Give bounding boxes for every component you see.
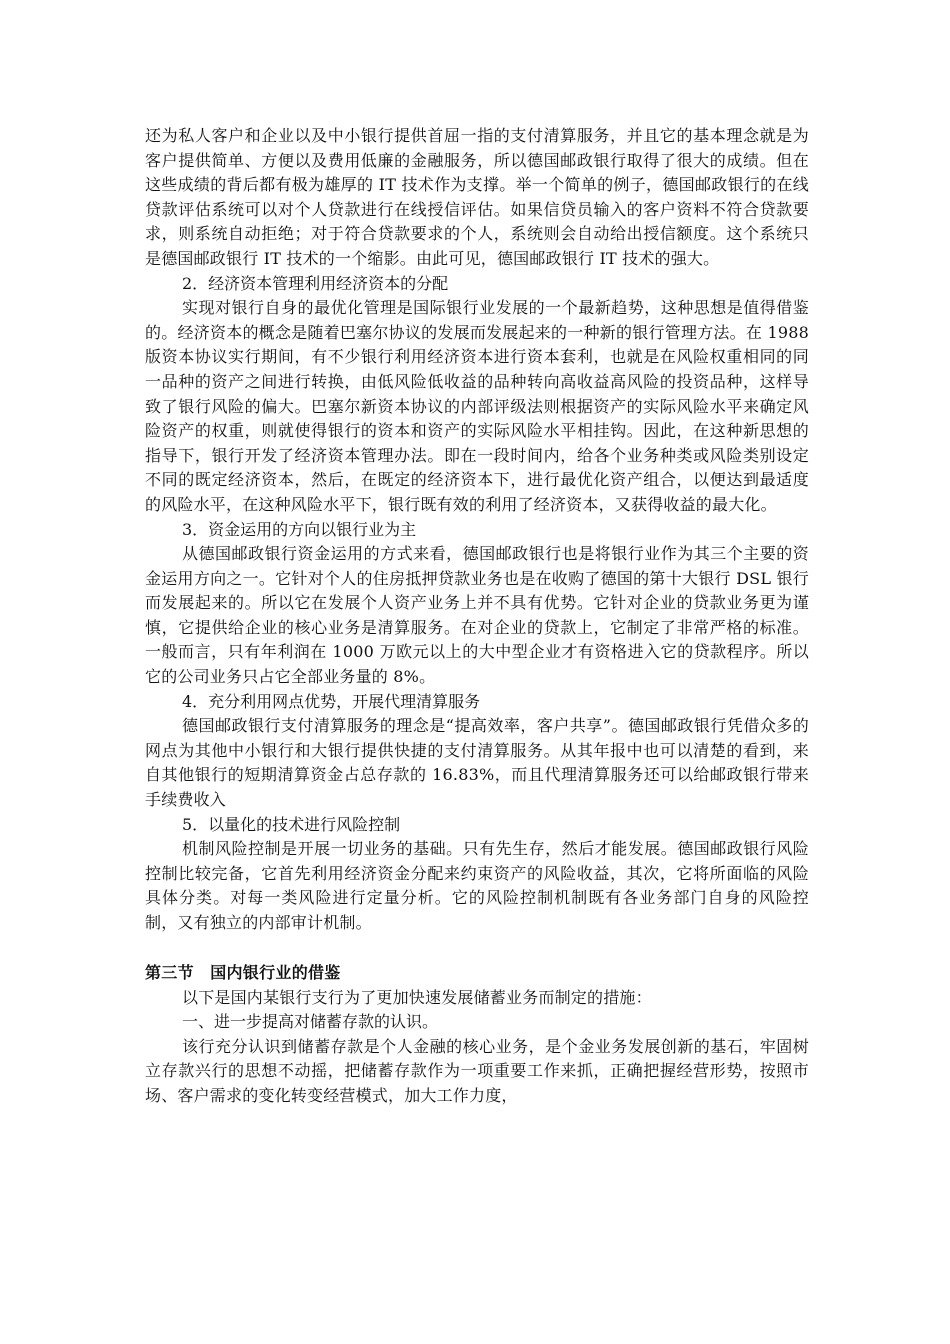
paragraph-clearing-service: 德国邮政银行支付清算服务的理念是“提高效率，客户共享”。德国邮政银行凭借众多的网点为其他中小银行和大银行提供快捷的支付清算服务。从其年报中也可以清楚的看到，来自其他银行的短期清算资金占总存款的 16.83%，而且代理清算服务还可以给邮政银行带来手续费收入 xyxy=(145,716,809,810)
paragraph-intro: 还为私人客户和企业以及中小银行提供首屈一指的支付清算服务，并且它的基本理念就是为客户提供简单、方便以及费用低廉的金融服务，所以德国邮政银行取得了很大的成绩。但在这些成绩的背后都有极为雄厚的 IT 技术作为支撑。举一个简单的例子，德国邮政银行的在线贷款评估系统可以对个人贷款进行在线授信评估。如果信贷员输入的客户资料不符合贷款要求，则系统自动拒绝；对于符合贷款要求的个人，系统则会自动给出授信额度。这个系统只是德国邮政银行 IT 技术的一个缩影。由此可见，德国邮政银行 IT 技术的强大。 xyxy=(145,126,809,268)
paragraph-measures-intro: 以下是国内某银行支行为了更加快速发展储蓄业务而制定的措施： xyxy=(182,987,652,1007)
subheading-deposit-awareness: 一、进一步提高对储蓄存款的认识。 xyxy=(182,1012,439,1032)
paragraph-risk-control: 机制风险控制是开展一切业务的基础。只有先生存，然后才能发展。德国邮政银行风险控制比较完备，它首先利用经济资金分配来约束资产的风险收益，其次，它将所面临的风险具体分类。对每一类风险进行定量分析。它的风险控制机制既有各业务部门自身的风险控制，又有独立的内部审计机制。 xyxy=(145,839,809,932)
subheading-fund-usage: 3．资金运用的方向以银行业为主 xyxy=(182,519,417,539)
subheading-risk-control: 5．以量化的技术进行风险控制 xyxy=(182,814,401,834)
paragraph-deposit-awareness: 该行充分认识到储蓄存款是个人金融的核心业务，是个金业务发展创新的基石，牢固树立存款兴行的思想不动摇，把储蓄存款作为一项重要工作来抓，正确把握经营形势，按照市场、客户需求的变化转变经营模式，加大工作力度， xyxy=(145,1036,809,1105)
subheading-economic-capital: 2．经济资本管理利用经济资本的分配 xyxy=(182,273,449,293)
paragraph-fund-usage: 从德国邮政银行资金运用的方式来看，德国邮政银行也是将银行业作为其三个主要的资金运用方向之一。它针对个人的住房抵押贷款业务也是在收购了德国的第十大银行 DSL 银行而发展起来的。所以它在发展个人资产业务上并不具有优势。它针对企业的贷款业务更为谨慎，它提供给企业的核心业务是清算服务。在对企业的贷款上，它制定了非常严格的标准。一般而言，只有年利润在 1000 万欧元以上的大中型企业才有资格进入它的贷款程序。所以它的公司业务只占它全部业务量的 8%。 xyxy=(145,544,809,687)
section-title: 第三节 国内银行业的借鉴 xyxy=(145,962,341,982)
paragraph-economic-capital: 实现对银行自身的最优化管理是国际银行业发展的一个最新趋势，这种思想是值得借鉴的。经济资本的概念是随着巴塞尔协议的发展而发展起来的一种新的银行管理方法。在 1988 版资本协议实行期间，有不少银行利用经济资本进行资本套利，也就是在风险权重相同的同一品种的资产之间进行转换，由低风险低收益的品种转向高收益高风险的投资品种，这样导致了银行风险的偏大。巴塞尔新资本协议的内部评级法则根据资产的实际风险水平来确定风险资产的权重，则就使得银行的资本和资产的实际风险水平相挂钩。因此，在这种新思想的指导下，银行开发了经济资本管理办法。即在一段时间内，给各个业务种类或风险类别设定不同的既定经济资本，然后，在既定的经济资本下，进行最优化资产组合，以便达到最适度的风险水平，在这种风险水平下，银行既有效的利用了经济资本，又获得收益的最大化。 xyxy=(145,298,809,514)
document-page xyxy=(145,124,809,1109)
subheading-clearing-service: 4．充分利用网点优势，开展代理清算服务 xyxy=(182,691,481,711)
